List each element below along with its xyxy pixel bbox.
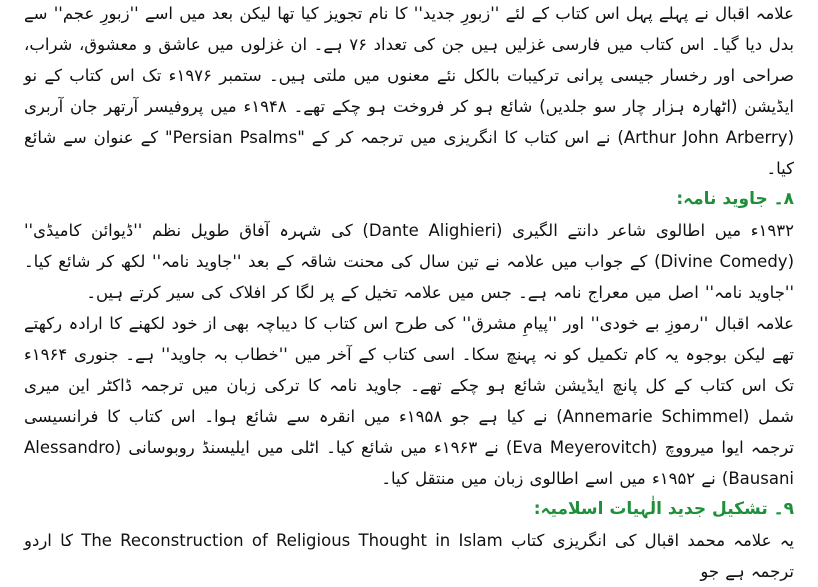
heading-javed-nama: ۸۔ جاوید نامہ:	[676, 189, 794, 209]
document-body	[24, 0, 794, 587]
paragraph-javed-nama-translations: علامہ اقبال ''رموزِ بے خودی'' اور ''پیامِ مشرق'' کی طرح اس کتاب کا دیباچہ بھی از خود لکھنے کا ارادہ رکھتے تھے لیکن بوجوہ یہ کام تکمیل کو نہ پہنچ سکا۔ اسی کتاب کے آخر میں ''خطاب بہ جاوید'' ہے۔ جنوری ۱۹۶۴ء تک اس کتاب کے کل پانچ ایڈیشن شائع ہو چکے تھے۔ جاوید نامہ کا ترکی زبان میں ترجمہ ڈاکٹر این میری شمل (Annemarie Schimmel) نے کیا ہے جو ۱۹۵۸ء میں انقرہ سے شائع ہوا۔ اس کتاب کا فرانسیسی ترجمہ ایوا میرووچ (Eva Meyerovitch) نے ۱۹۶۳ء میں شائع کیا۔ اٹلی میں ایلیسنڈ روبوسانی (Alessandro Bausani) نے ۱۹۵۲ء میں اسے اطالوی زبان میں منتقل کیا۔	[24, 314, 795, 488]
heading-reconstruction: ۹۔ تشکیل جدید الٰہیات اسلامیہ:	[533, 499, 794, 519]
paragraph-javed-nama-intro: ۱۹۳۲ء میں اطالوی شاعر دانتے الگیری (Dante Alighieri) کی شہرہ آفاق طویل نظم ''ڈیوائن کامیڈی'' (Divine Comedy) کے جواب میں علامہ نے تین سال کی محنت شاقہ کے بعد ''جاوید نامہ'' لکھ کر شائع کیا۔ ''جاوید نامہ'' اصل میں معراج نامہ ہے۔ جس میں علامہ تخیل کے پر لگا کر افلاک کی سیر کرتے ہیں۔	[24, 221, 795, 302]
paragraph-zabur-e-ajam: علامہ اقبال نے پہلے پہل اس کتاب کے لئے ''زبورِ جدید'' کا نام تجویز کیا تھا لیکن بعد میں اسے ''زبورِ عجم'' سے بدل دیا گیا۔ اس کتاب میں فارسی غزلیں ہیں جن کی تعداد ۷۶ ہے۔ ان غزلوں میں عاشق و معشوق، شراب، صراحی اور رخسار جیسی پرانی ترکیبات بالکل نئے معنوں میں ملتی ہیں۔ ستمبر ۱۹۷۶ء تک اس کتاب کے نو ایڈیشن (اٹھارہ ہزار چار سو جلدیں) شائع ہو کر فروخت ہو چکے تھے۔ ۱۹۴۸ء میں پروفیسر آرتھر جان آربری (Arthur John Arberry) نے اس کتاب کا انگریزی میں ترجمہ کر کے "Persian Psalms" کے عنوان سے شائع کیا۔	[24, 4, 794, 178]
paragraph-reconstruction: یہ علامہ محمد اقبال کی انگریزی کتاب The Reconstruction of Religious Thought in Islam کا اردو ترجمہ ہے جو	[24, 531, 794, 581]
